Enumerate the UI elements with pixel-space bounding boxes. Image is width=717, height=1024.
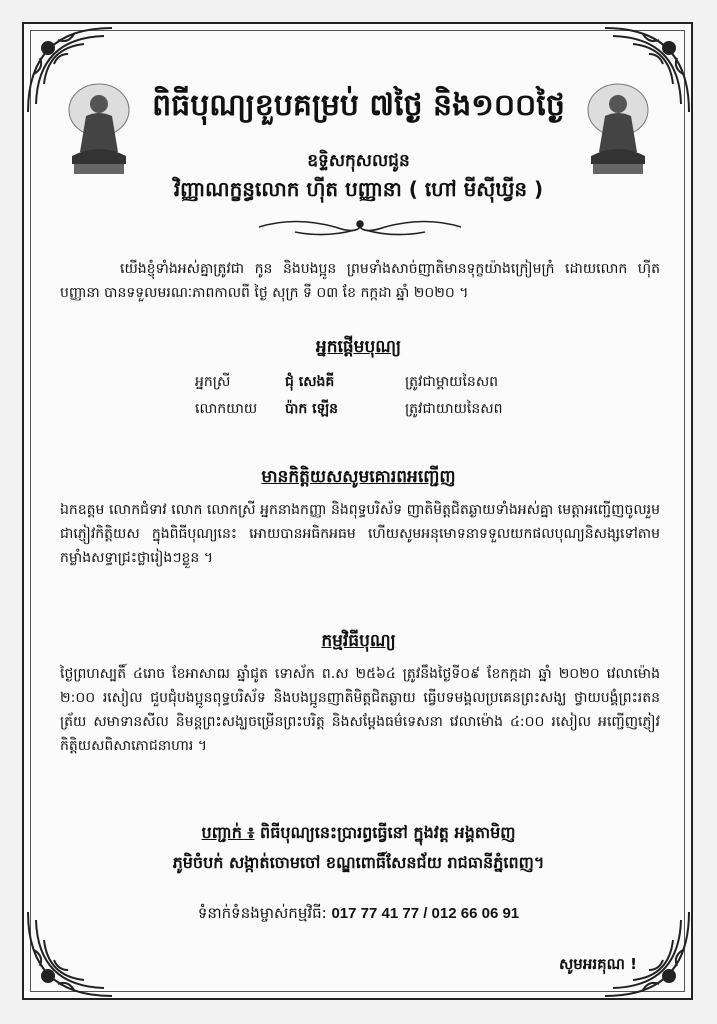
dedicatee-name: វិញ្ញាណក្ខន្ធលោក ហ៊ីត បញ្ញានា ( ហៅ មីស៊ីឃ្វីន ) — [173, 177, 544, 201]
note-label: បញ្ជាក់ ៖ — [201, 823, 255, 842]
invite-paragraph: ឯកឧត្តម លោកជំទាវ លោក លោកស្រី អ្នកនាងកញ្ញា និងពុទ្ធបរិស័ទ ញាតិមិត្តជិតឆ្ងាយទាំងអស់គ្នា មេត្តាអញ្ជើញចូលរួមជាភ្ញៀវកិត្តិយស ក្នុងពិធីបុណ្យនេះ អោយបានអធិកអធម ហើយសូមអនុមោទនាទទួលយកផលបុណ្យនិសង្សទៅតាមកម្លាំងសទ្ធាជ្រះថ្លារៀងៗខ្លួន ។ — [60, 502, 660, 566]
venue-note-line2: ភូមិចំបក់ សង្កាត់ចោមចៅ ខណ្ឌពោធិ៍សែនជ័យ រាជធានីភ្នំពេញ។ — [172, 853, 545, 872]
contact-phones: 017 77 41 77 / 012 66 06 91 — [331, 905, 520, 922]
program-paragraph: ថ្ងៃព្រហស្បតិ៍ ៤រោច ខែអាសាឍ ឆ្នាំជូត ទោស័ក ព.ស ២៥៦៤ ត្រូវនឹងថ្ងៃទី០៩ ខែកក្កដា ឆ្នាំ ២០២០ វេលាម៉ោង ២:០០ រសៀល ជួបជុំបងប្អូនពុទ្ធបរិស័ទ និងបងប្អូនញាតិមិត្តជិតឆ្ងាយ ធ្វើបទមង្គលប្រគេនព្រះសង្ឃ ថ្វាយបង្គំព្រះរតនត្រ័យ សមាទានសីល និមន្តព្រះសង្ឃចម្រើនព្រះបរិត្ត និងសម្តែងធម៌ទេសនា វេលាម៉ោង ៤:០០ រសៀល អញ្ជើញភ្ញៀវកិត្តិយសពិសាភោជនាហារ ។ — [60, 666, 660, 754]
host-role: លោកយាយ — [195, 401, 258, 417]
intro-paragraph: យើងខ្ញុំទាំងអស់គ្នាត្រូវជា កូន និងបងប្អូន ព្រមទាំងសាច់ញាតិមានទុក្ខយ៉ាងក្រៀមក្រំ ដោយលោក ហ៊ីត បញ្ញានា បានទទួលមរណៈភាពកាលពី ថ្ងៃ សុក្រ ទី ០៣ ខែ កក្កដា ឆ្នាំ ២០២០ ។ — [60, 261, 660, 301]
host-relation: ត្រូវជាម្តាយនៃសព — [405, 374, 499, 390]
flourish-divider-icon — [255, 214, 465, 240]
host-name: ប៉ាក ឡើន — [285, 401, 339, 417]
thanks-text: សូមអរគុណ ! — [559, 955, 637, 973]
host-row — [195, 372, 655, 396]
host-name: ជុំ សេងគី — [285, 374, 335, 390]
contact-label: ទំនាក់ទំនងម្ចាស់កម្មវិធី: — [197, 904, 327, 922]
program-heading: កម្មវិធីបុណ្យ — [321, 631, 396, 651]
host-relation: ត្រូវជាយាយនៃសព — [405, 401, 503, 417]
venue-note-line1 — [0, 822, 717, 846]
invite-heading: មានកិត្តិយសសូមគោរពអញ្ជើញ — [261, 467, 456, 487]
contact-line — [0, 904, 717, 926]
page-title: ពិធីបុណ្យខួបគម្រប់ ៧ថ្ងៃ និង១០០ថ្ងៃ — [152, 88, 565, 123]
note-text: ពិធីបុណ្យនេះប្រារព្ធធ្វើនៅ ក្នុងវត្ត អង្គតាមិញ — [260, 823, 516, 842]
dedication-subtitle: ឧទ្ទិសកុសលជូន — [307, 151, 410, 171]
host-role: អ្នកស្រី — [195, 374, 231, 390]
host-row — [195, 399, 655, 423]
hosts-heading: អ្នកផ្តើមបុណ្យ — [315, 337, 402, 357]
